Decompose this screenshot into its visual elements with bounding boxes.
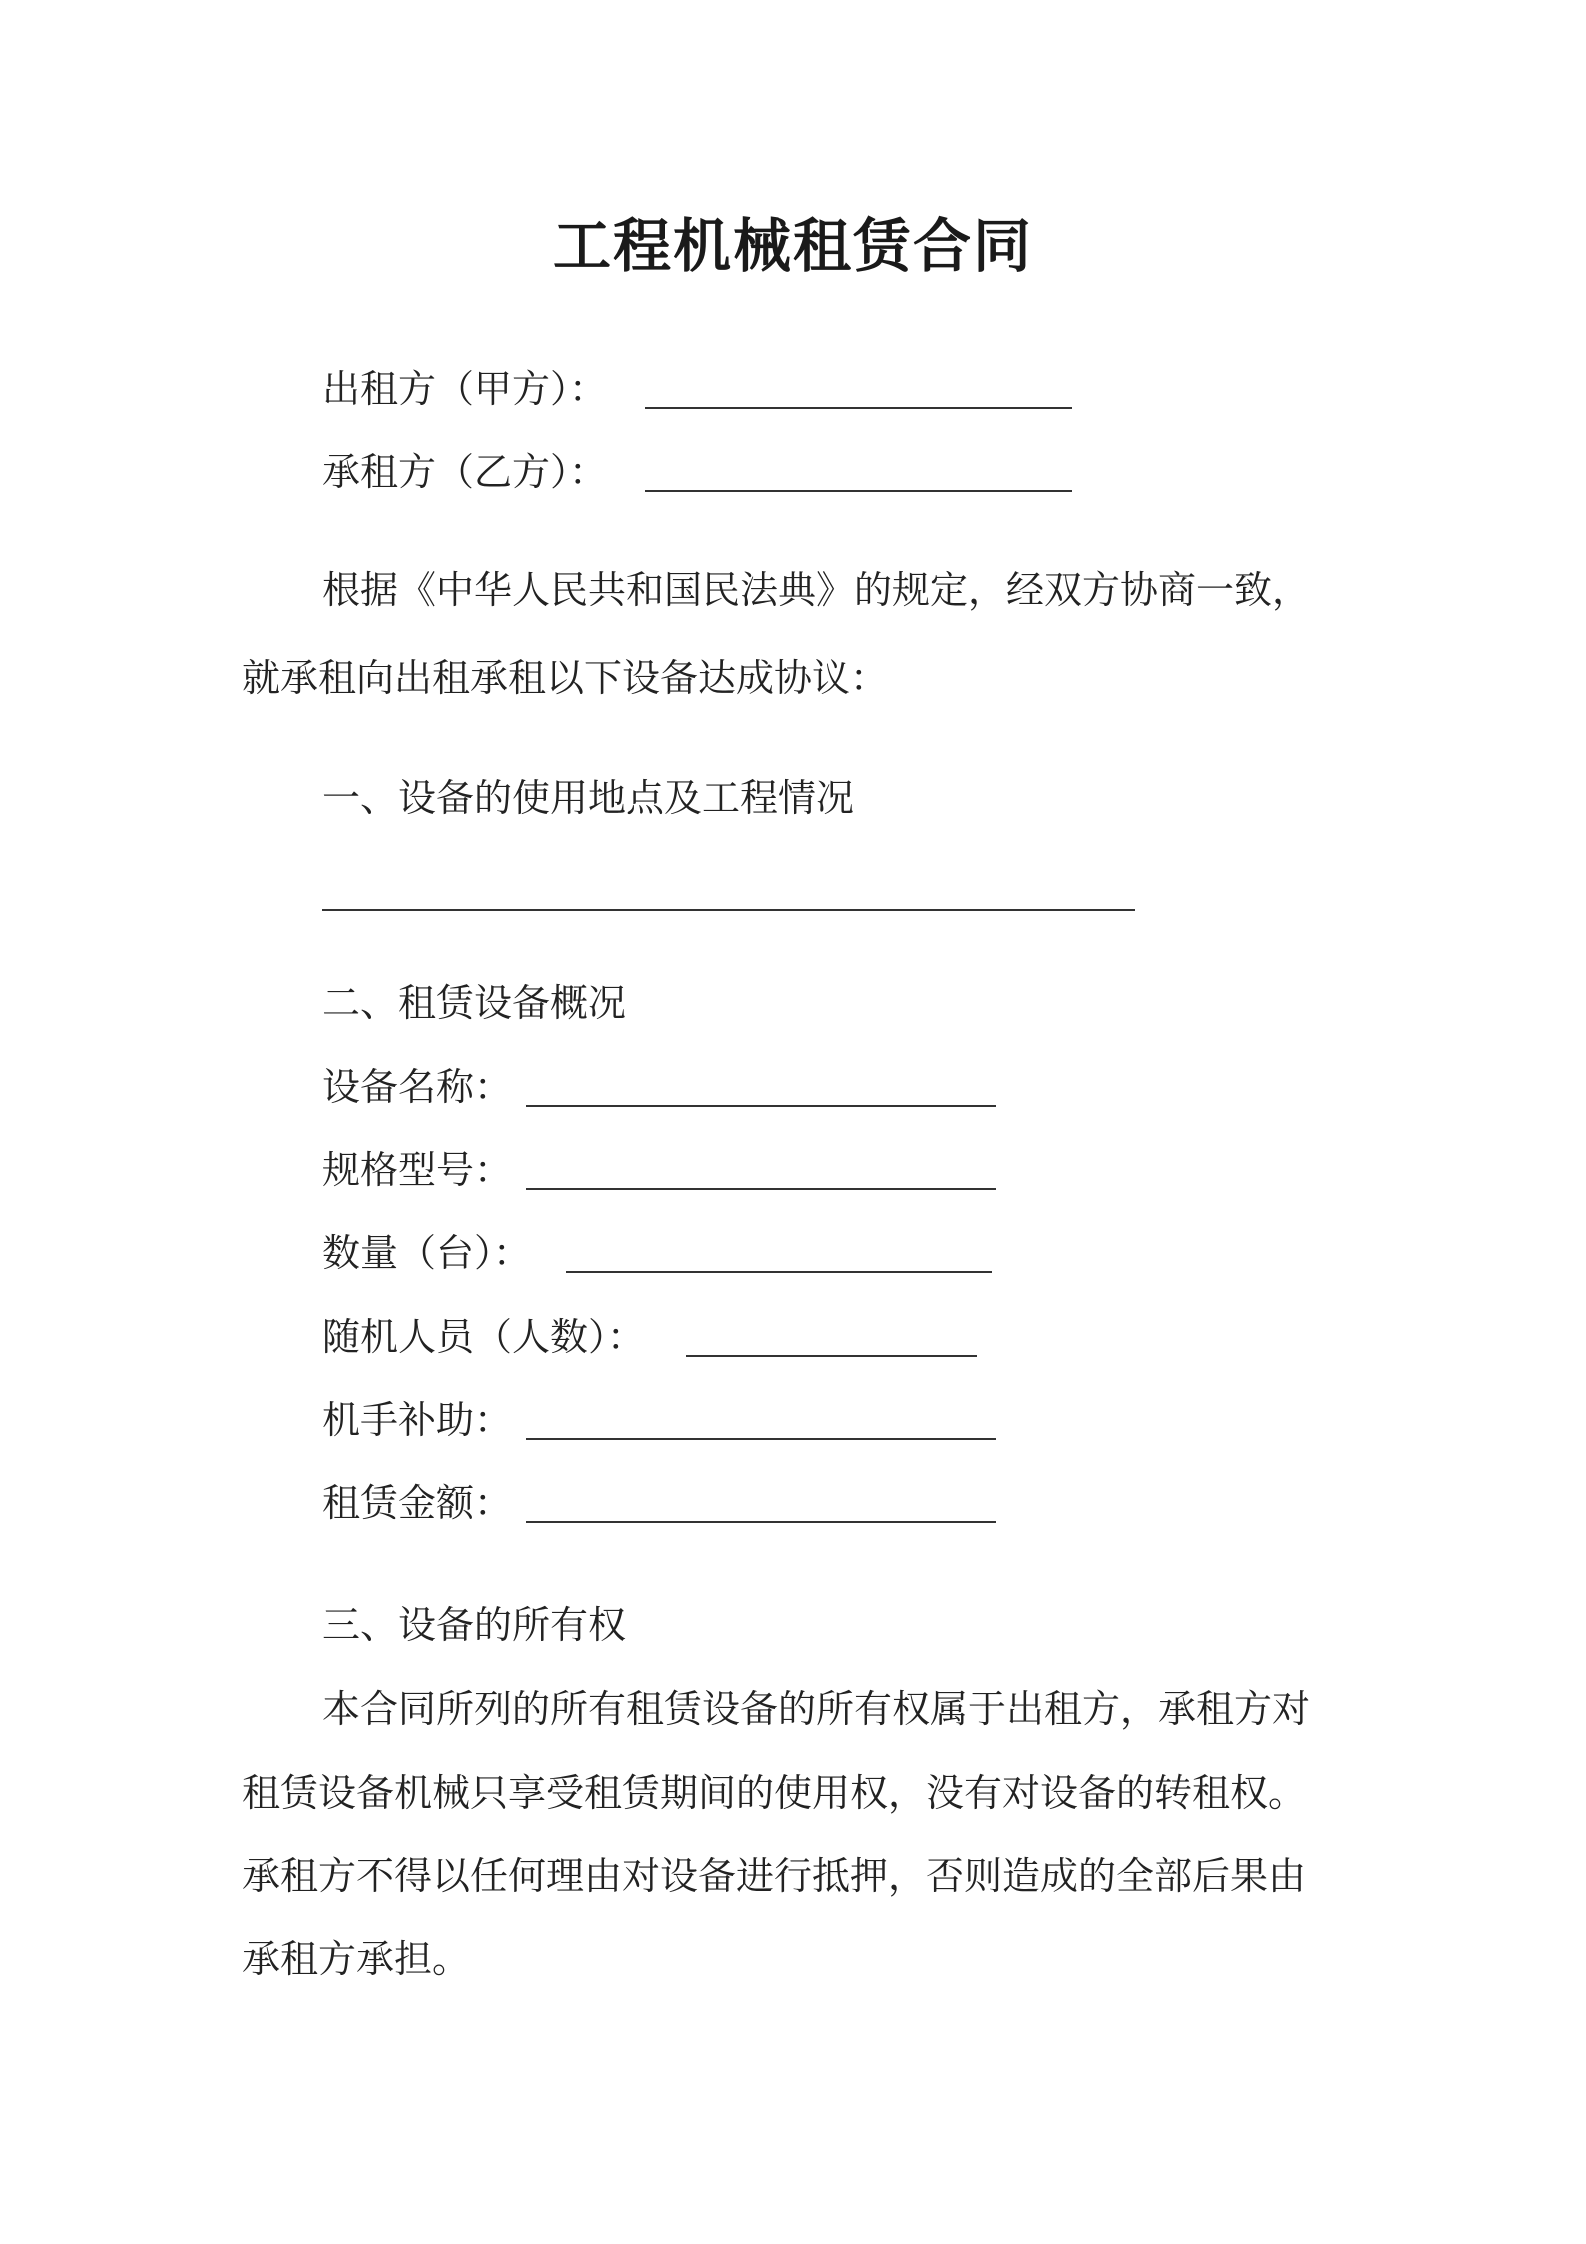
model-blank[interactable] [526,1188,996,1190]
section-3-line-2: 租赁设备机械只享受租赁期间的使用权，没有对设备的转租权。 [242,1771,1307,1815]
rental-amount-blank[interactable] [526,1521,996,1523]
equipment-name-blank[interactable] [526,1105,996,1107]
personnel-label: 随机人员（人数）： [322,1315,646,1359]
quantity-label: 数量（台）： [322,1231,532,1275]
lessor-label: 出租方（甲方）： [322,367,608,411]
rental-amount-field [322,1478,512,1528]
preamble-line-2: 就承租向出租承租以下设备达成协议： [242,656,889,700]
section-1-blank[interactable] [322,909,1135,911]
lessor-field [322,364,607,414]
personnel-field [322,1312,645,1362]
model-label: 规格型号： [322,1148,513,1192]
equipment-name-label: 设备名称： [322,1065,513,1109]
preamble-line-1: 根据《中华人民共和国民法典》的规定，经双方协商一致， [322,568,1311,612]
operator-subsidy-blank[interactable] [526,1438,996,1440]
section-3-line-1: 本合同所列的所有租赁设备的所有权属于出租方，承租方对 [322,1687,1311,1731]
quantity-field [322,1228,531,1278]
operator-subsidy-label: 机手补助： [322,1398,513,1442]
section-2-heading: 二、租赁设备概况 [322,981,627,1025]
lessee-label: 承租方（乙方）： [322,450,608,494]
section-3-line-4: 承租方承担。 [242,1937,471,1981]
lessee-field [322,447,607,497]
section-3-line-3: 承租方不得以任何理由对设备进行抵押，否则造成的全部后果由 [242,1854,1307,1898]
equipment-name-field [322,1062,512,1112]
quantity-blank[interactable] [566,1271,992,1273]
model-field [322,1145,512,1195]
section-3-heading: 三、设备的所有权 [322,1603,627,1647]
rental-amount-label: 租赁金额： [322,1481,513,1525]
personnel-blank[interactable] [686,1355,977,1357]
lessee-blank[interactable] [645,490,1072,492]
section-1-heading: 一、设备的使用地点及工程情况 [322,776,855,820]
page-title: 工程机械租赁合同 [552,212,1033,280]
operator-subsidy-field [322,1395,512,1445]
lessor-blank[interactable] [645,407,1072,409]
